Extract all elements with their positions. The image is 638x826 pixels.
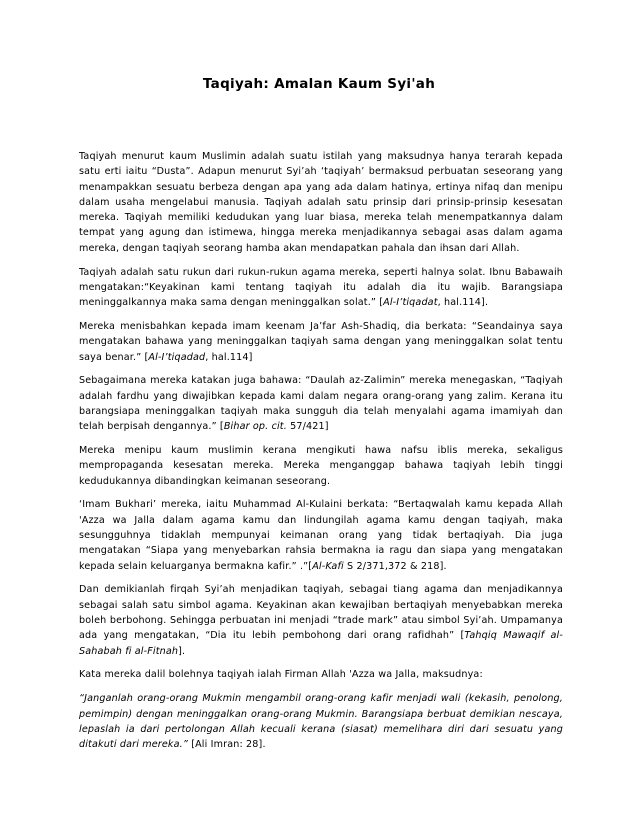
paragraph-4: [79, 373, 563, 434]
reference-title: Bihar op. cit.: [223, 421, 287, 433]
document-body: [79, 149, 563, 752]
paragraph-1: Taqiyah menurut kaum Muslimin adalah suatu istilah yang maksudnya hanya terarah kepada satu erti iaitu “Dusta”. Adapun menurut Syi’ah ‘taqiyah’ bermaksud perbuatan seseorang yang menampakkan sesuatu berbeza dengan apa yang ada dalam hatinya, ertinya nifaq dan menipu dalam usaha mengelabui manusia. Taqiyah adalah satu prinsip dari prinsip-prinsip kesesatan mereka. Taqiyah memiliki kedudukan yang luar biasa, mereka telah menempatkannya dalam tempat yang agung dan istimewa, hingga mereka menjadikannya sebagai asas dalam agama mereka, dengan taqiyah seorang hamba akan mendapatkan pahala dan ihsan dari Allah.: [79, 151, 563, 254]
reference-title: Al-I’tiqadad: [148, 351, 206, 363]
paragraph-text: Dan demikianlah firqah Syi’ah menjadikan taqiyah, sebagai tiang agama dan menjadikannya sebagai salah satu simbol agama. Keyakinan akan kewajiban bertaqiyah menyebabkan mereka boleh berbohong. Sehingga perbuatan ini menjadi “trade mark” atau simbol Syi’ah. Umpamanya ada yang mengatakan, “Dia itu lebih pembohong dari orang rafidhah” [: [79, 584, 563, 642]
verse-quote: “Janganlah orang-orang Mukmin mengambil orang-orang kafir menjadi wali (kekasih, penolong, pemimpin) dengan meninggalkan orang-orang Mukmin. Barangsiapa berbuat demikian nescaya, lepaslah ia dari pertolongan Allah kecuali kerana (siasat) memelihara diri dari sesuatu yang ditakuti dari mereka.”: [79, 693, 563, 751]
document-title: Taqiyah: Amalan Kaum Syi'ah: [202, 76, 436, 92]
reference-tail: S 2/371,372 & 218].: [343, 560, 447, 572]
reference-title: Al-I’tiqadat: [383, 297, 438, 309]
paragraph-7: [79, 582, 563, 658]
paragraph-text: Mereka menisbahkan kepada imam keenam Ja’far Ash-Shadiq, dia berkata: “Seandainya saya mengatakan bahawa yang meninggalkan taqiyah sama dengan yang meninggalkan solat tentu saya benar.” [: [79, 320, 563, 363]
reference-prefix: .”[: [296, 560, 313, 572]
verse-reference: [Ali Imran: 28].: [188, 739, 266, 751]
reference-title: Al-Kafi: [312, 560, 344, 572]
paragraph-text: Sebagaimana mereka katakan juga bahawa: “Daulah az-Zalimin” mereka menegaskan, “Taqiyah adalah fardhu yang diwajibkan kepada kami dalam negara orang-orang yang zalim. Kerana itu barangsiapa meninggalkan taqiyah maka sungguh dia telah menyalahi agama imamiyah dan telah berpisah dengannya.” [: [79, 375, 563, 433]
paragraph-5: Mereka menipu kaum muslimin kerana mengikuti hawa nafsu iblis mereka, sekaligus mempropaganda kesesatan mereka. Mereka menganggap bahawa taqiyah lebih tinggi kedudukannya dibandingkan keimanan seseorang.: [79, 445, 563, 487]
reference-tail: , hal.114]: [205, 351, 253, 363]
paragraph-9: [79, 691, 563, 752]
paragraph-3: [79, 319, 563, 365]
reference-tail: 57/421]: [286, 421, 329, 433]
reference-tail: ].: [178, 645, 186, 657]
paragraph-text: Taqiyah adalah satu rukun dari rukun-rukun agama mereka, seperti halnya solat. Ibnu Babawaih mengatakan:“Keyakinan kami tentang taqiyah itu adalah dia itu wajib. Barangsiapa meninggalkannya maka sama dengan meninggalkan solat.” [: [79, 266, 563, 309]
paragraph-text: ‘Imam Bukhari’ mereka, iaitu Muhammad Al-Kulaini berkata: “Bertaqwalah kamu kepada Allah 'Azza wa Jalla dalam agama kamu dan lindungilah agama kamu dengan taqiyah, maka sesungguhnya tidaklah mempunyai keimanan orang yang tidak bertaqiyah. Dia juga mengatakan “Siapa yang menyebarkan rahsia bermakna ia ragu dan siapa yang mengatakan kepada selain keluarganya bermakna kafir.”: [79, 499, 563, 572]
paragraph-8: Kata mereka dalil bolehnya taqiyah ialah Firman Allah 'Azza wa Jalla, maksudnya:: [79, 669, 483, 681]
reference-tail: , hal.114].: [437, 297, 489, 309]
paragraph-2: [79, 265, 563, 311]
reference-title: Tahqiq Mawaqif al-Sahabah fi al-Fitnah: [79, 630, 563, 657]
paragraph-6: [79, 497, 563, 573]
